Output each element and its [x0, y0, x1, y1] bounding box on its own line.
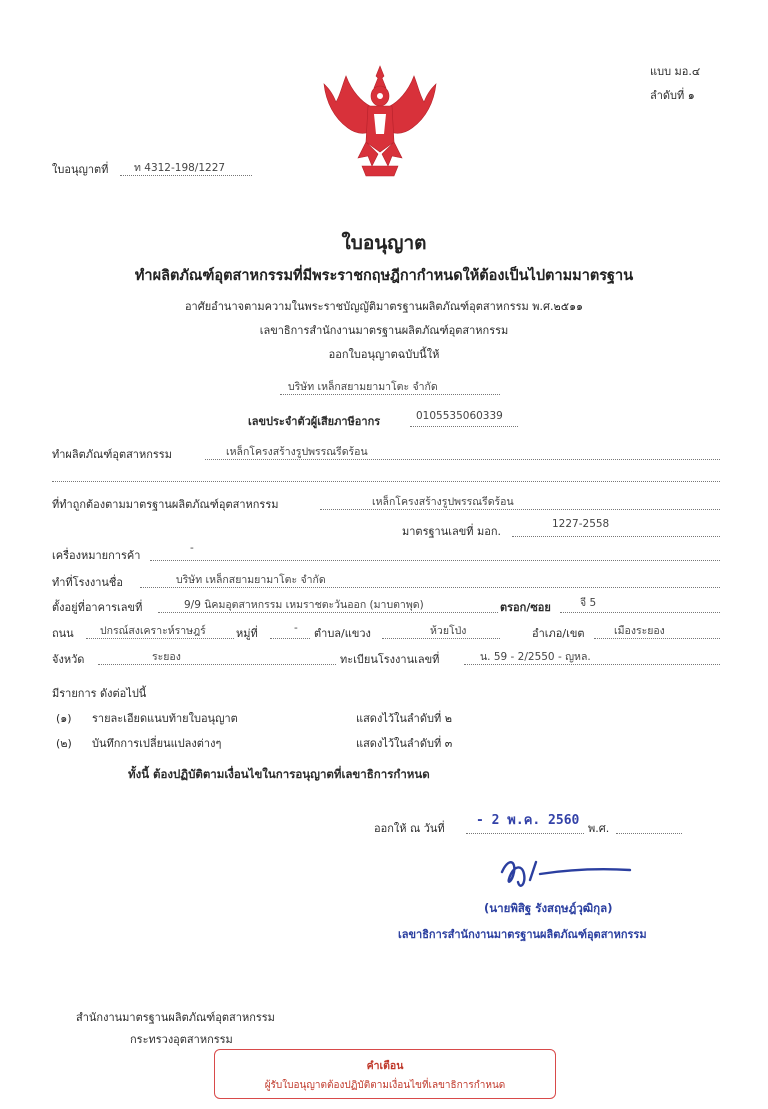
standard-product-label: ที่ทำถูกต้องตามมาตรฐานผลิตภัณฑ์อุตสาหกรรม — [52, 498, 279, 511]
intro-line-2: เลขาธิการสำนักงานมาตรฐานผลิตภัณฑ์อุตสาหกรรม — [259, 324, 509, 337]
soi-value: จี 5 — [580, 597, 597, 609]
attachment-1-ref: แสดงไว้ในลำดับที่ ๒ — [356, 712, 452, 725]
standard-product-value: เหล็กโครงสร้างรูปพรรณรีดร้อน — [372, 496, 514, 508]
company-name: บริษัท เหล็กสยามยามาโตะ จำกัด — [288, 381, 438, 393]
moo-value: - — [294, 622, 298, 634]
signer-name: (นายพิสิฐ รังสฤษฎ์วุฒิกุล) — [484, 901, 613, 915]
signature-mark — [496, 852, 636, 896]
attachment-1-num: (๑) — [56, 712, 72, 725]
province-value: ระยอง — [152, 651, 181, 663]
trademark-label: เครื่องหมายการค้า — [52, 549, 141, 562]
factory-reg-value: น. 59 - 2/2550 - ญหล. — [480, 651, 591, 663]
attachment-2-text: บันทึกการเปลี่ยนแปลงต่างๆ — [92, 737, 222, 750]
tax-id-value: 0105535060339 — [416, 410, 503, 422]
condition-text: ทั้งนี้ ต้องปฏิบัติตามเงื่อนไขในการอนุญาตที่เลขาธิการกำหนด — [128, 767, 430, 781]
soi-label: ตรอก/ซอย — [500, 601, 551, 614]
moo-label: หมู่ที่ — [236, 627, 258, 640]
factory-reg-label: ทะเบียนโรงงานเลขที่ — [340, 653, 440, 666]
tambon-value: ห้วยโป่ง — [430, 625, 467, 637]
office-name: สำนักงานมาตรฐานผลิตภัณฑ์อุตสาหกรรม — [76, 1011, 275, 1024]
product-value: เหล็กโครงสร้างรูปพรรณรีดร้อน — [226, 446, 368, 458]
standard-no-label: มาตรฐานเลขที่ มอก. — [402, 525, 502, 538]
road-value: ปกรณ์สงเคราะห์ราษฎร์ — [100, 625, 206, 637]
factory-name-label: ทำที่โรงงานชื่อ — [52, 576, 124, 589]
amphoe-value: เมืองระยอง — [614, 625, 665, 637]
form-order: ลำดับที่ ๑ — [650, 89, 695, 102]
address-no-label: ตั้งอยู่ที่อาคารเลขที่ — [52, 601, 143, 614]
amphoe-label: อำเภอ/เขต — [532, 627, 585, 640]
province-label: จังหวัด — [52, 653, 85, 666]
document-title: ใบอนุญาต — [341, 232, 427, 254]
issued-label: ออกให้ ณ วันที่ — [374, 822, 445, 835]
trademark-value: - — [190, 542, 194, 554]
document-subtitle: ทำผลิตภัณฑ์อุตสาหกรรมที่มีพระราชกฤษฎีกากำหนดให้ต้องเป็นไปตามมาตรฐาน — [134, 268, 634, 284]
warning-title: คำเตือน — [366, 1060, 404, 1072]
intro-line-3: ออกใบอนุญาตฉบับนี้ให้ — [328, 348, 440, 361]
tax-id-label: เลขประจำตัวผู้เสียภาษีอากร — [248, 415, 381, 428]
garuda-emblem — [322, 62, 438, 180]
license-no-value: ท 4312-198/1227 — [134, 162, 226, 174]
standard-no-value: 1227-2558 — [552, 518, 610, 530]
form-code: แบบ มอ.๔ — [650, 65, 701, 78]
tambon-label: ตำบล/แขวง — [314, 627, 371, 640]
issued-date: - 2 พ.ค. 2560 — [476, 813, 580, 828]
product-label: ทำผลิตภัณฑ์อุตสาหกรรม — [52, 448, 172, 461]
license-no-label: ใบอนุญาตที่ — [52, 163, 109, 176]
issued-suffix: พ.ศ. — [588, 822, 610, 835]
attachment-2-ref: แสดงไว้ในลำดับที่ ๓ — [356, 737, 453, 750]
ministry-name: กระทรวงอุตสาหกรรม — [130, 1033, 233, 1046]
attachment-2-num: (๒) — [56, 737, 72, 750]
attachment-1-text: รายละเอียดแนบท้ายใบอนุญาต — [92, 712, 238, 725]
factory-name-value: บริษัท เหล็กสยามยามาโตะ จำกัด — [176, 574, 326, 586]
attachments-heading: มีรายการ ดังต่อไปนี้ — [52, 687, 147, 700]
intro-line-1: อาศัยอำนาจตามความในพระราชบัญญัติมาตรฐานผลิตภัณฑ์อุตสาหกรรม พ.ศ.๒๕๑๑ — [184, 300, 584, 313]
road-label: ถนน — [52, 627, 74, 640]
warning-box — [214, 1049, 556, 1099]
warning-text: ผู้รับใบอนุญาตต้องปฏิบัติตามเงื่อนไขที่เลขาธิการกำหนด — [264, 1080, 506, 1091]
address-no-value: 9/9 นิคมอุตสาหกรรม เหมราชตะวันออก (มาบตาพุด) — [184, 599, 424, 611]
signer-position: เลขาธิการสำนักงานมาตรฐานผลิตภัณฑ์อุตสาหกรรม — [398, 928, 647, 941]
